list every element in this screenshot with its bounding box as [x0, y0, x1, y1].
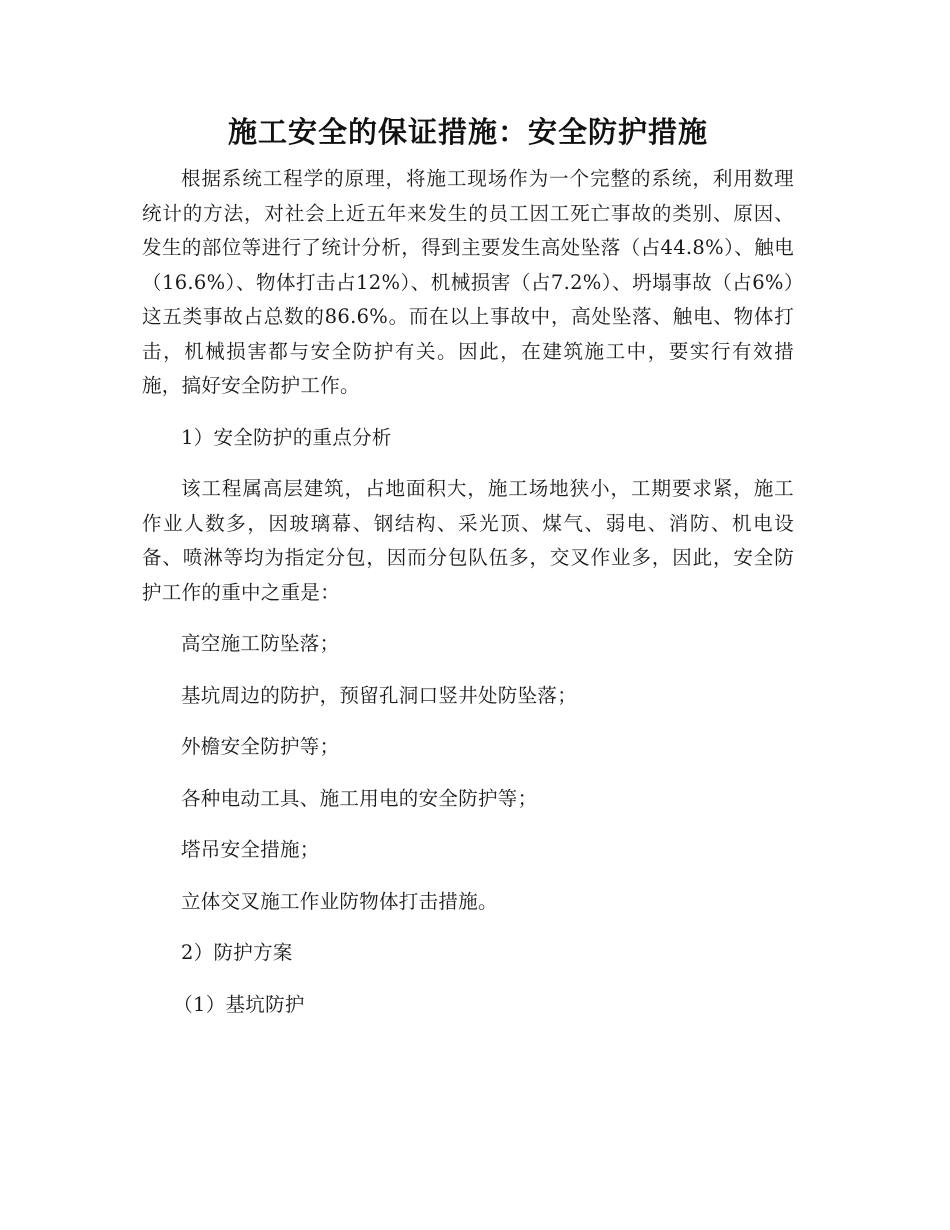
section-heading-focus-analysis: 1）安全防护的重点分析 [181, 425, 392, 449]
section-heading-protection-plan: 2）防护方案 [181, 941, 293, 964]
key-point-item: 塔吊安全措施； [181, 838, 320, 861]
key-point-item: 基坑周边的防护，预留孔洞口竖井处防坠落； [181, 683, 578, 707]
document-title: 施工安全的保证措施：安全防护措施 [227, 115, 708, 149]
document-page [142, 108, 794, 1022]
analysis-paragraph: 该工程属高层建筑，占地面积大，施工场地狭小，工期要求紧，施工作业人数多，因玻璃幕、钢结构、采光顶、煤气、弱电、消防、机电设备、喷淋等均为指定分包，因而分包队伍多，交叉作业多，因此，安全防护工作的重中之重是： [142, 477, 794, 604]
intro-paragraph: 根据系统工程学的原理，将施工现场作为一个完整的系统，利用数理统计的方法，对社会上近五年来发生的员工因工死亡事故的类别、原因、发生的部位等进行了统计分析，得到主要发生高处坠落（占44.8%）、触电（16.6%）、物体打击占12%）、机械损害（占7.2%）、坍塌事故（占6%）这五类事故占总数的86.6%。而在以上事故中，高处坠落、触电、物体打击，机械损害都与安全防护有关。因此，在建筑施工中，要实行有效措施，搞好安全防护工作。 [142, 167, 794, 397]
key-point-item: 立体交叉施工作业防物体打击措施。 [181, 889, 498, 913]
key-points-list [142, 627, 794, 919]
subsection-heading-foundation-pit: （1）基坑防护 [173, 992, 305, 1016]
key-point-item: 各种电动工具、施工用电的安全防护等； [181, 786, 538, 810]
key-point-item: 高空施工防坠落； [181, 632, 340, 655]
key-point-item: 外檐安全防护等； [181, 735, 340, 758]
